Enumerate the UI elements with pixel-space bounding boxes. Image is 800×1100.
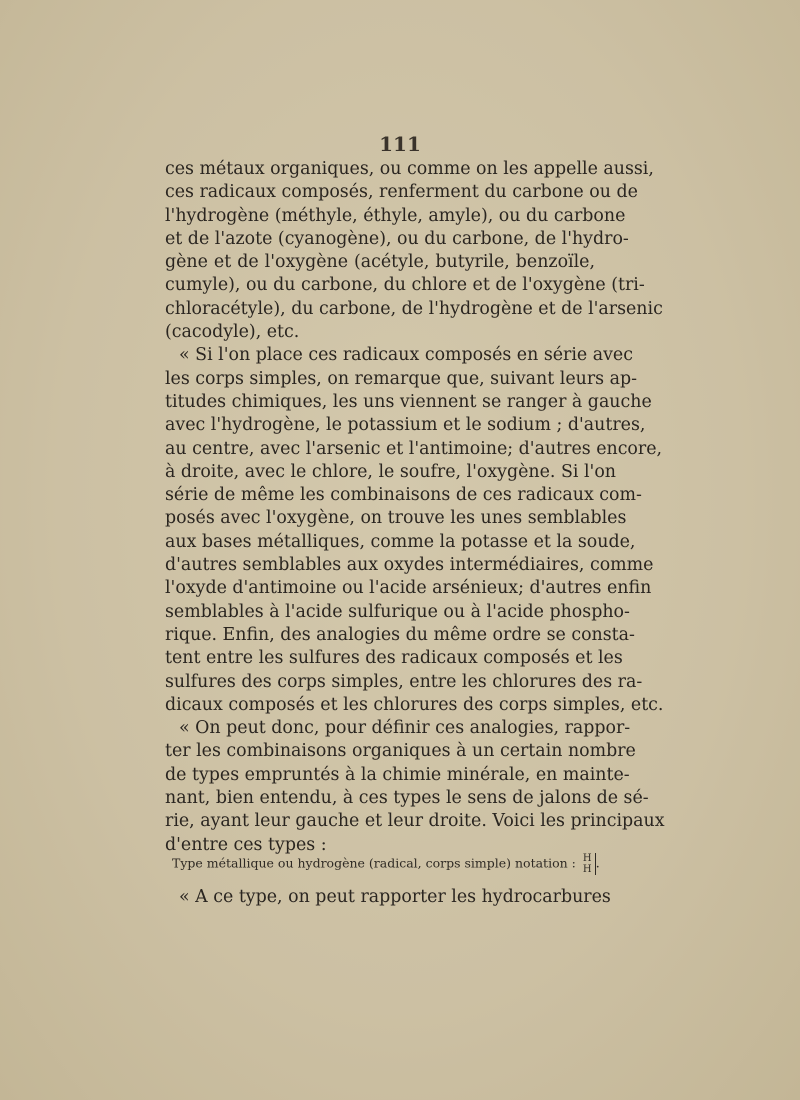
text-line: à droite, avec le chlore, le soufre, l'oxygène. Si l'on [165,461,616,482]
body-text [165,158,665,857]
text-line: aux bases métalliques, comme la potasse et la soude, [165,531,636,552]
text-line: tent entre les sulfures des radicaux composés et les [165,648,623,669]
text-line: dicaux composés et les chlorures des corps simples, etc. [165,694,664,715]
text-line: (cacodyle), etc. [165,322,300,343]
text-line: les corps simples, on remarque que, suivant leurs ap- [165,368,637,389]
text-line: chloracétyle), du carbone, de l'hydrogène et de l'arsenic [165,298,663,319]
text-line: cumyle), ou du carbone, du chlore et de l'oxygène (tri- [165,275,645,296]
hydrogen-formula [583,853,596,875]
text-line: posés avec l'oxygène, on trouve les unes semblables [165,508,627,529]
text-line: ces métaux organiques, ou comme on les appelle aussi, [165,159,654,179]
formula-bottom: H [582,864,592,875]
page-number: 111 [379,132,421,156]
text-line: rique. Enfin, des analogies du même ordre se consta- [165,624,635,645]
notation-label: Type métallique ou hydrogène (radical, corps simple) notation : [172,855,576,871]
text-line: rie, ayant leur gauche et leur droite. Voici les principaux [165,811,665,832]
text-line: l'oxyde d'antimoine ou l'acide arsénieux; d'autres enfin [165,578,652,599]
text-line: gène et de l'oxygène (acétyle, butyrile, benzoïle, [165,252,595,273]
paragraph-2 [165,344,664,717]
paragraph-4 [165,886,611,909]
text-line: avec l'hydrogène, le potassium et le sodium ; d'autres, [165,415,646,436]
text-line: « A ce type, on peut rapporter les hydrocarbures [179,887,611,907]
text-line: ces radicaux composés, renferment du carbone ou de [165,182,638,203]
formula-top: H [582,853,592,864]
text-line: « On peut donc, pour définir ces analogies, rappor- [179,718,631,739]
text-line: semblables à l'acide sulfurique ou à l'acide phospho- [165,601,630,622]
text-line: ter les combinaisons organiques à un certain nombre [165,741,636,762]
text-line: « Si l'on place ces radicaux composés en série avec [179,345,633,366]
text-line: sulfures des corps simples, entre les chlorures des ra- [165,671,643,692]
text-line: série de même les combinaisons de ces radicaux com- [165,485,642,506]
notation-line [172,853,600,875]
formula-period: . [595,856,600,872]
text-line: d'autres semblables aux oxydes intermédiaires, comme [165,555,654,576]
text-line: l'hydrogène (méthyle, éthyle, amyle), ou du carbone [165,205,626,226]
paragraph-3 [165,717,665,857]
text-line: nant, bien entendu, à ces types le sens de jalons de sé- [165,788,649,809]
text-line: au centre, avec l'arsenic et l'antimoine; d'autres encore, [165,438,663,459]
paragraph-1 [165,158,663,344]
text-line: titudes chimiques, les uns viennent se ranger à gauche [165,391,652,412]
text-line: d'entre ces types : [165,834,327,855]
text-line: et de l'azote (cyanogène), ou du carbone, de l'hydro- [165,228,629,249]
text-line: de types empruntés à la chimie minérale, en mainte- [165,764,630,785]
